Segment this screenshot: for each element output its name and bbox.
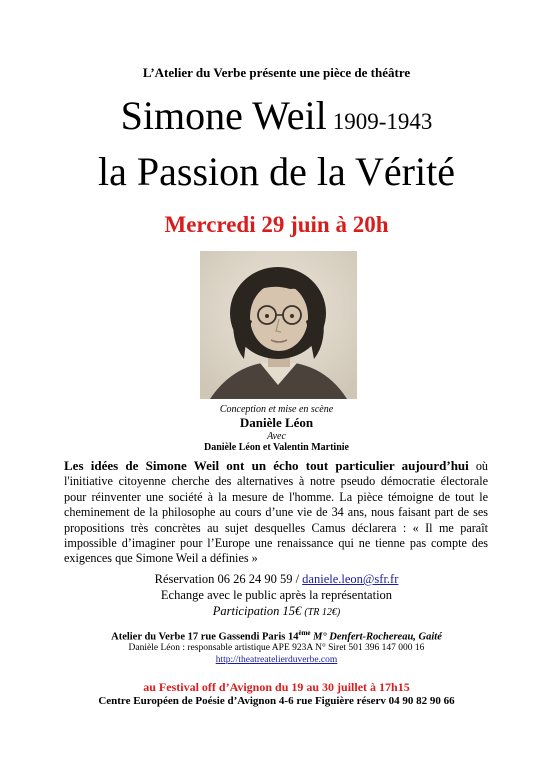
description <box>64 458 488 567</box>
festival-venue: Centre Européen de Poésie d’Avignon 4-6 rue Figuière réserv 04 90 82 90 66 <box>98 695 455 707</box>
description-lead: Les idées de Simone Weil ont un écho tout particulier aujourd’hui <box>64 458 469 473</box>
address-street: Atelier du Verbe 17 rue Gassendi Paris 14 <box>111 631 299 643</box>
description-body: où l'initiative citoyenne cherche des alternatives à notre pseudo démocratie électorale pour réinventer une société à la mesure de l'homme. La pièce témoigne de tout le cheminement de la philosophe au cours d’une vie de 34 ans, nous faisant part de ses propositions très concrètes au sujet desquelles Camus déclarera : « Il me paraît impossible d’imaginer pour l’Europe une renaissance qui ne tienne pas compte des exigences que Simone Weil a définies » <box>64 459 488 566</box>
title-years: 1909-1943 <box>332 109 433 134</box>
participation-reduced: (TR 12€) <box>304 607 341 618</box>
exchange-line: Echange avec le public après la représentation <box>160 588 393 602</box>
participation-line <box>0 604 553 619</box>
intro-line: L’Atelier du Verbe présente une pièce de théâtre <box>142 65 411 80</box>
credits-conception: Conception et mise en scène <box>219 404 334 415</box>
website-line <box>0 655 553 665</box>
page-title <box>0 94 553 144</box>
address-line <box>0 629 553 643</box>
legal-line: Danièle Léon : responsable artistique APE 923A N° Siret 501 396 147 000 16 <box>128 643 425 653</box>
portrait-illustration <box>200 251 357 399</box>
address-superscript: ème <box>298 629 311 637</box>
reservation-email-link[interactable]: daniele.leon@sfr.fr <box>302 572 399 586</box>
cast-names: Danièle Léon et Valentin Martinie <box>204 442 349 453</box>
address-metro: M° Denfert-Rochereau, Gaité <box>313 631 442 643</box>
festival-line: au Festival off d’Avignon du 19 au 30 juillet à 17h15 <box>143 680 410 694</box>
page-subtitle: la Passion de la Vérité <box>98 149 455 194</box>
credits-avec: Avec <box>267 431 286 442</box>
reservation-line <box>0 572 553 587</box>
participation-price: Participation 15€ <box>212 604 302 618</box>
title-name: Simone Weil <box>120 93 327 138</box>
director-name: Danièle Léon <box>239 415 314 430</box>
event-date: Mercredi 29 juin à 20h <box>164 212 389 237</box>
website-link[interactable]: http://theatreatelierduverbe.com <box>215 655 338 665</box>
reservation-label: Réservation 06 26 24 90 59 / <box>154 572 303 586</box>
portrait-photo <box>200 251 357 399</box>
